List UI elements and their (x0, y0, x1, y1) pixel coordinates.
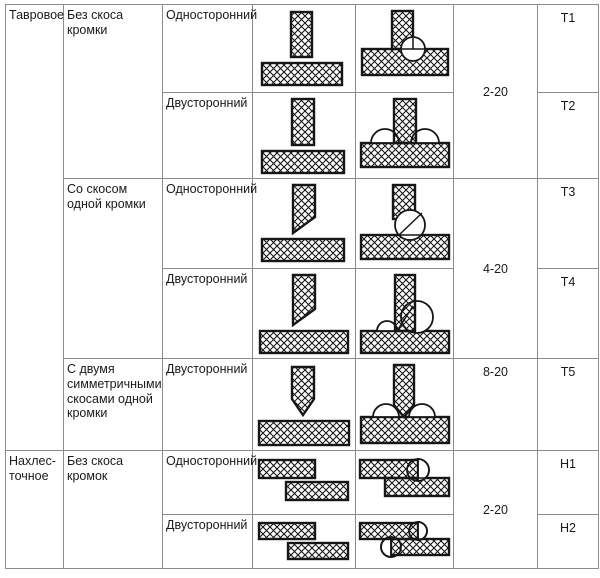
table-row (6, 179, 599, 269)
weld-side-cell: Двусторонний (163, 93, 253, 179)
diagram-lap-joint-square-edges (256, 520, 352, 564)
diagram-tee-joint-single-bevel-edge (256, 273, 352, 355)
joint-type-cell: Нахлес- точное (6, 451, 64, 569)
diagram-tee-joint-single-bevel-single-side-weld (357, 183, 453, 265)
weld-side-cell: Односторонний (163, 179, 253, 269)
weld-side-cell: Односторонний (163, 5, 253, 93)
prep-diagram-cell (253, 515, 356, 569)
designation-cell: Т4 (538, 269, 599, 359)
diagram-tee-joint-single-side-fillet-weld (357, 9, 453, 89)
diagram-tee-joint-double-symmetric-bevel-double-side-weld (357, 363, 453, 447)
thickness-cell: 4-20 (454, 179, 538, 359)
diagram-tee-joint-single-bevel-edge (256, 183, 352, 265)
weld-diagram-cell (356, 5, 454, 93)
weld-side-cell: Двусторонний (163, 359, 253, 451)
prep-diagram-cell (253, 93, 356, 179)
table-row (6, 359, 599, 451)
weld-side-cell: Двусторонний (163, 515, 253, 569)
edge-prep-cell: С двумя симметричными скосами одной кромки (64, 359, 163, 451)
edge-prep-cell: Без скоса кромки (64, 5, 163, 179)
thickness-cell: 2-20 (454, 5, 538, 179)
designation-cell: Т2 (538, 93, 599, 179)
weld-diagram-cell (356, 269, 454, 359)
weld-joint-types-table (5, 4, 599, 569)
diagram-tee-joint-double-side-fillet-weld (357, 97, 453, 175)
diagram-lap-joint-double-side-fillet-weld (357, 520, 453, 564)
diagram-tee-joint-double-symmetric-bevel-edge (256, 363, 352, 447)
weld-diagram-cell (356, 179, 454, 269)
weld-diagram-cell (356, 451, 454, 515)
weld-diagram-cell (356, 359, 454, 451)
designation-cell: Н1 (538, 451, 599, 515)
diagram-tee-joint-square-edges (256, 97, 352, 175)
prep-diagram-cell (253, 269, 356, 359)
diagram-tee-joint-single-bevel-double-side-weld (357, 273, 453, 355)
designation-cell: Т5 (538, 359, 599, 451)
edge-prep-cell: Со скосом одной кромки (64, 179, 163, 359)
weld-diagram-cell (356, 93, 454, 179)
weld-side-cell: Двусторонний (163, 269, 253, 359)
diagram-tee-joint-square-edges (256, 9, 352, 89)
joint-type-cell: Тавровое (6, 5, 64, 451)
designation-cell: Н2 (538, 515, 599, 569)
table-row (6, 5, 599, 93)
prep-diagram-cell (253, 5, 356, 93)
prep-diagram-cell (253, 451, 356, 515)
diagram-lap-joint-single-side-fillet-weld (357, 455, 453, 511)
table-row (6, 451, 599, 515)
weld-side-cell: Односторонний (163, 451, 253, 515)
weld-diagram-cell (356, 515, 454, 569)
prep-diagram-cell (253, 179, 356, 269)
thickness-cell: 8-20 (454, 359, 538, 451)
thickness-cell: 2-20 (454, 451, 538, 569)
prep-diagram-cell (253, 359, 356, 451)
designation-cell: Т3 (538, 179, 599, 269)
diagram-lap-joint-square-edges (256, 455, 352, 511)
edge-prep-cell: Без скоса кромок (64, 451, 163, 569)
designation-cell: Т1 (538, 5, 599, 93)
